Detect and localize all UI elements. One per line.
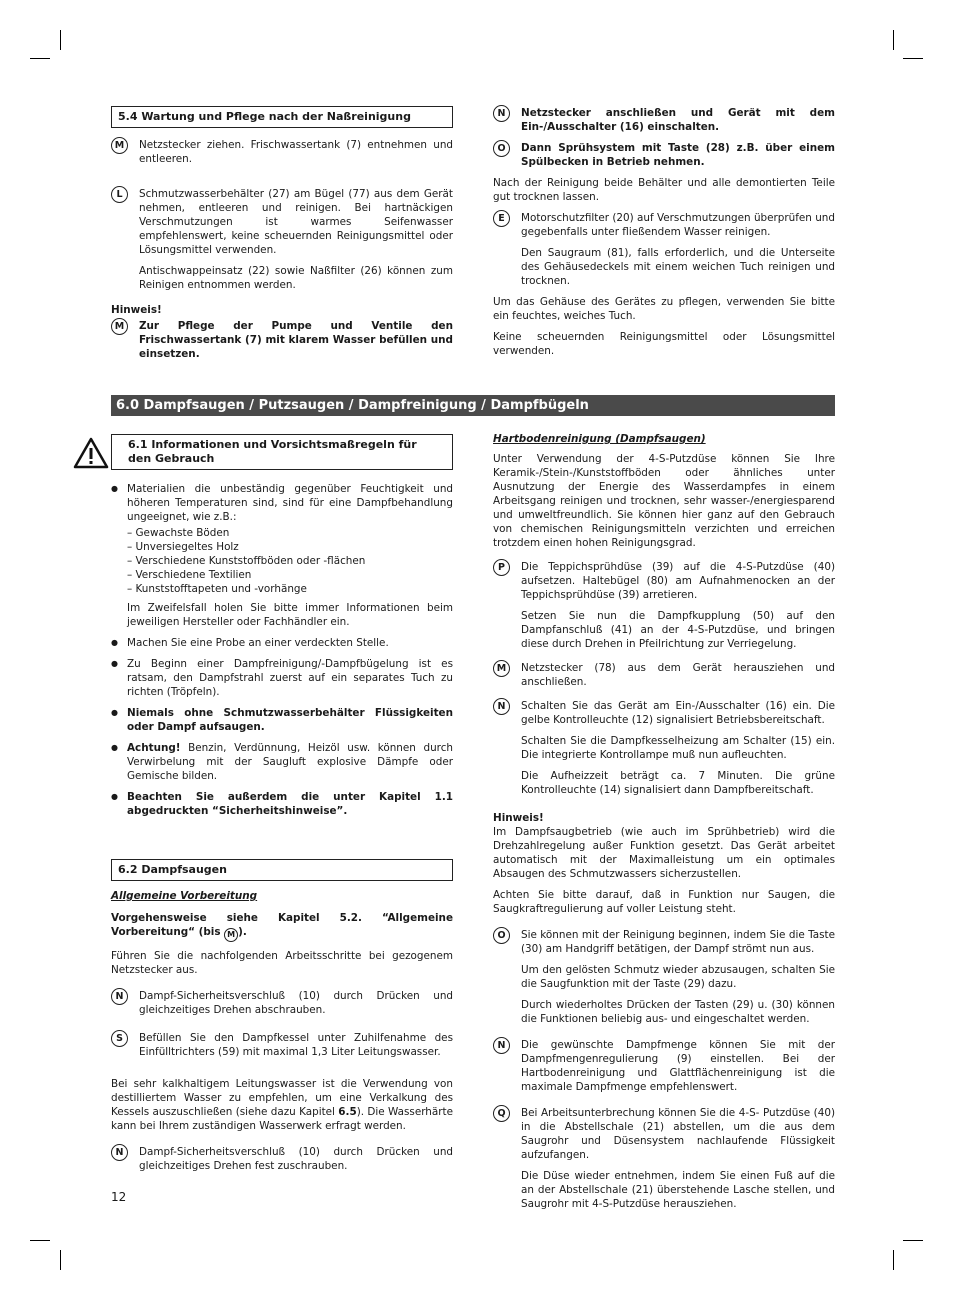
hinweis-text: Im Dampfsaugbetrieb (wie auch im Sprühbetrieb) wird die Drehzahlregelung außer Funktion gesetzt. Das Gerät arbeitet automatisch mit der Maximalleistung um ein optimales Absaugen des Schmutzwassers sicherzustellen.: [493, 826, 835, 880]
crop-mark: [903, 1240, 923, 1241]
marker-q-icon: Q: [493, 1105, 510, 1122]
sub-heading: Allgemeine Vorbereitung: [111, 890, 258, 902]
right-top-column: [493, 106, 835, 365]
marker-o-icon: O: [493, 927, 510, 944]
step-o: O Sie können mit der Reinigung beginnen, indem Sie die Taste (30) am Handgriff betätigen, der Dampf strömt nun aus.: [493, 928, 835, 956]
crop-mark: [30, 1240, 50, 1241]
list-item: – Verschiedene Kunststoffböden oder -flächen: [127, 555, 366, 567]
marker-m-icon: M: [493, 660, 510, 677]
hinweis-label: Hinweis!: [493, 812, 544, 824]
step-l-sub: Antischwappeinsatz (22) sowie Naßfilter (26) können zum Reinigen entnommen werden.: [139, 265, 453, 291]
bullet-item: ● Niemals ohne Schmutzwasserbehälter Flüssigkeiten oder Dampf aufsaugen.: [111, 706, 453, 734]
marker-o-icon: O: [493, 140, 510, 157]
step-n: N Schalten Sie das Gerät am Ein-/Ausschalter (16) ein. Die gelbe Kontrolleuchte (12) signalisiert Betriebsbereitschaft.: [493, 699, 835, 727]
step-e-sub: Den Saugraum (81), falls erforderlich, und die Unterseite des Gehäusedeckels mit einem weichen Tuch reinigen und trocknen.: [521, 247, 835, 287]
section-6-2-title: 6.2 Dampfsaugen: [111, 859, 453, 881]
list-item: – Kunststofftapeten und -vorhänge: [127, 583, 307, 595]
marker-n-icon: N: [111, 1144, 128, 1161]
step-p-sub: Setzen Sie nun die Dampfkupplung (50) auf den Dampfanschluß (41) an der 4-S-Putzdüse, und bringen diese durch Drehen in Pfeilrichtung zur Verriegelung.: [521, 610, 835, 650]
hinweis-label: Hinweis!: [111, 304, 162, 316]
step-s: S Befüllen Sie den Dampfkessel unter Zuhilfenahme des Einfülltrichters (59) mit maximal 1,3 Liter Leitungswasser.: [111, 1031, 453, 1059]
step-n: N Dampf-Sicherheitsverschluß (10) durch Drücken und gleichzeitiges Drehen abschrauben.: [111, 989, 453, 1017]
step-n-sub: Die Aufheizzeit beträgt ca. 7 Minuten. Die grüne Kontrolleuchte (14) signalisiert dann Dampfbereitschaft.: [521, 770, 835, 796]
marker-m-icon: M: [111, 137, 128, 154]
step-m-hinweis: M Zur Pflege der Pumpe und Ventile den Frischwassertank (7) mit klarem Wasser befüllen und einsetzen.: [111, 319, 453, 361]
marker-n-icon: N: [493, 698, 510, 715]
step-e: E Motorschutzfilter (20) auf Verschmutzungen überprüfen und gegebenfalls unter fließendem Wasser reinigen.: [493, 211, 835, 239]
step-p: P Die Teppichsprühdüse (39) auf die 4-S-Putzdüse (40) aufsetzen. Haltebügel (80) am Aufnahmenocken an der Teppichsprühdüse (39) arretieren.: [493, 560, 835, 602]
chapter-6-banner: 6.0 Dampfsaugen / Putzsaugen / Dampfreinigung / Dampfbügeln: [111, 395, 835, 416]
marker-m-icon: M: [111, 318, 128, 335]
paragraph: Nach der Reinigung beide Behälter und alle demontierten Teile gut trocknen lassen.: [493, 177, 835, 203]
material-list: [111, 526, 453, 596]
paragraph: Unter Verwendung der 4-S-Putzdüse können Sie Ihre Keramik-/Stein-/Kunststoffböden oder ähnliches unter Ausnutzung der Energie des Wasserdampfes in einem Arbeitsgang reinigen und trocknen, sehr wasser-/energiesparend und umweltfreundlich. Sie können hier ganz auf den Gebrauch von chemischen Reinigungsmitteln verzichten und erreichen trotzdem einen hohen Reinigungsgrad.: [493, 453, 835, 549]
marker-n-icon: N: [493, 105, 510, 122]
paragraph: Führen Sie die nachfolgenden Arbeitsschritte bei gezogenem Netzstecker aus.: [111, 950, 453, 976]
paragraph: Keine scheuernden Reinigungsmittel oder Lösungsmittel verwenden.: [493, 331, 835, 357]
paragraph: Bei sehr kalkhaltigem Leitungswasser ist die Verwendung von destilliertem Wasser zu empfehlen, um eine Verkalkung des Kessels auszuschließen (siehe dazu Kapitel 6.5). Die Wasserhärte kann bei Ihrem zuständigen Wasserwerk erfragt werden.: [111, 1078, 453, 1132]
marker-n-icon: N: [493, 1037, 510, 1054]
step-m: M Netzstecker (78) aus dem Gerät herausziehen und anschließen.: [493, 661, 835, 689]
marker-e-icon: E: [493, 210, 510, 227]
bullet-item: ● Materialien die unbeständig gegenüber Feuchtigkeit und höheren Temperaturen sind, sind für eine Dampfbehandlung ungeeignet, wie z.B.:: [111, 482, 453, 524]
paragraph: Um das Gehäuse des Gerätes zu pflegen, verwenden Sie bitte ein feuchtes, weiches Tuch.: [493, 296, 835, 322]
step-n: N Dampf-Sicherheitsverschluß (10) durch Drücken und gleichzeitiges Drehen fest zuschrauben.: [111, 1145, 453, 1173]
paragraph: Im Zweifelsfall holen Sie bitte immer Informationen beim jeweiligen Hersteller oder Fachhändler ein.: [127, 602, 453, 628]
page-number: 12: [111, 1190, 127, 1204]
step-o: O Dann Sprühsystem mit Taste (28) z.B. über einem Spülbecken in Betrieb nehmen.: [493, 141, 835, 169]
step-o-sub: Um den gelösten Schmutz wieder abzusaugen, schalten Sie die Saugfunktion mit der Taste (29) dazu.: [521, 964, 835, 990]
marker-p-icon: P: [493, 559, 510, 576]
marker-m-icon: M: [224, 928, 238, 942]
paragraph: Vorgehensweise siehe Kapitel 5.2. “Allgemeine Vorbereitung“ (bis M ).: [111, 911, 453, 942]
crop-mark: [60, 30, 61, 50]
step-q-sub: Die Düse wieder entnehmen, indem Sie einen Fuß auf die an der Abstellschale (21) überstehende Lasche stellen, und Saugrohr mit 4-S-Putzdüse herausziehen.: [521, 1170, 835, 1210]
bullet-item: ● Beachten Sie außerdem die unter Kapitel 1.1 abgedruckten “Sicherheitshinweise”.: [111, 790, 453, 818]
step-m: M Netzstecker ziehen. Frischwassertank (7) entnehmen und entleeren.: [111, 138, 453, 166]
step-n-sub: Schalten Sie die Dampfkesselheizung am Schalter (15) ein. Die integrierte Kontrollampe muß nun aufleuchten.: [521, 735, 835, 761]
section-6-1-title: 6.1 Informationen und Vorsichtsmaßregeln für den Gebrauch: [111, 434, 453, 470]
step-q: Q Bei Arbeitsunterbrechung können Sie die 4-S- Putzdüse (40) in die Abstellschale (21) abstellen, um die aus dem Saugrohr und Düsensystem nachlaufende Flüssigkeit aufzufangen.: [493, 1106, 835, 1162]
hartboden-heading: Hartbodenreinigung (Dampfsaugen): [493, 433, 706, 445]
crop-mark: [893, 30, 894, 50]
list-item: – Unversiegeltes Holz: [127, 541, 239, 553]
section-6-2: [111, 859, 453, 1180]
step-l: L Schmutzwasserbehälter (27) am Bügel (77) aus dem Gerät nehmen, entleeren und reinigen. Bei hartnäckigen Verschmutzungen ist warmes Seifenwasser empfehlenswert, keine scheuernden Reinigungsmittel oder Lösungsmittel verwenden.: [111, 187, 453, 257]
section-6-1: [111, 434, 453, 825]
marker-n-icon: N: [111, 988, 128, 1005]
step-o-sub: Durch wiederholtes Drücken der Tasten (29) u. (30) können die Funktionen beliebig aus- und eingeschaltet werden.: [521, 999, 835, 1025]
list-item: – Gewachste Böden: [127, 527, 230, 539]
marker-s-icon: S: [111, 1030, 128, 1047]
paragraph: Achten Sie bitte darauf, daß in Funktion nur Saugen, die Saugkraftregulierung auf voller Leistung steht.: [493, 889, 835, 915]
marker-l-icon: L: [111, 186, 128, 203]
list-item: – Verschiedene Textilien: [127, 569, 252, 581]
bullet-item: ● Machen Sie eine Probe an einer verdeckten Stelle.: [111, 636, 453, 650]
crop-mark: [903, 58, 923, 59]
section-5-4-title: 5.4 Wartung und Pflege nach der Naßreinigung: [111, 106, 453, 128]
bullet-item: ● Achtung! Benzin, Verdünnung, Heizöl usw. können durch Verwirbelung mit der Saugluft explosive Dämpfe oder Gemische bilden.: [111, 741, 453, 783]
crop-mark: [60, 1250, 61, 1270]
step-n: N Netzstecker anschließen und Gerät mit dem Ein-/Ausschalter (16) einschalten.: [493, 106, 835, 134]
crop-mark: [30, 58, 50, 59]
hartboden-column: [493, 432, 835, 1218]
crop-mark: [893, 1250, 894, 1270]
section-5-4: [111, 106, 453, 368]
bullet-item: ● Zu Beginn einer Dampfreinigung/-Dampfbügelung ist es ratsam, den Dampfstrahl zuerst auf ein separates Tuch zu richten (Tröpfeln).: [111, 657, 453, 699]
warning-triangle-icon: [73, 437, 109, 469]
step-n: N Die gewünschte Dampfmenge können Sie mit der Dampfmengenregulierung (9) einstellen. Bei der Hartbodenreinigung und Glattflächenreinigung ist die maximale Dampfmenge empfehlenswert.: [493, 1038, 835, 1094]
